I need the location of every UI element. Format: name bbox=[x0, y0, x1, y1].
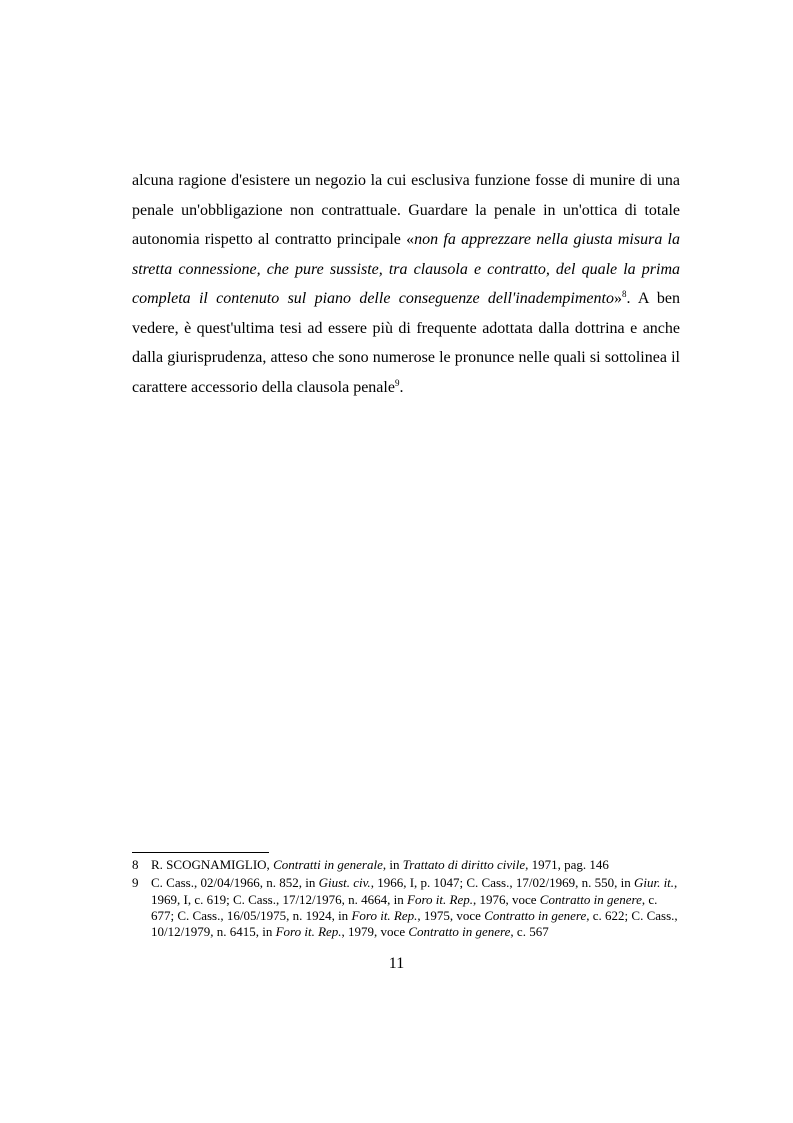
footnote-text: , 1969, I, c. 619; C. Cass., 17/12/1976, n. 4664, in bbox=[151, 875, 678, 907]
footnote-8 bbox=[132, 857, 680, 873]
footnote-number: 8 bbox=[132, 857, 139, 872]
footnote-reference-8[interactable]: 8 bbox=[621, 289, 627, 299]
footnote-italic-title: Giur. it. bbox=[633, 875, 675, 891]
body-text-run: . A ben vedere, è quest'ultima tesi ad essere più di frequente adottata dalla dottrina e anche dalla giurisprudenza, atteso che sono numerose le pronunce nelle quali si sottolinea il carattere accessorio della clausola penale bbox=[132, 290, 681, 396]
footnote-text: , 1971, pag. 146 bbox=[525, 857, 609, 872]
body-paragraph bbox=[132, 166, 680, 402]
closing-quote: » bbox=[613, 290, 622, 307]
footnote-text: C. Cass., 02/04/1966, n. 852, in bbox=[151, 875, 319, 891]
footnote-italic-title: Foro it. Rep. bbox=[407, 891, 473, 907]
footnote-italic-title: Contratto in genere bbox=[408, 924, 511, 940]
footnote-number: 9 bbox=[132, 875, 139, 891]
footnote-text: , c. 567 bbox=[510, 924, 549, 940]
footnote-text: c. 622; C. Cass., 10/12/1979, n. 6415, in bbox=[151, 907, 678, 940]
footnote-text: R. SCOGNAMIGLIO, bbox=[151, 857, 274, 872]
footnote-italic-title: Giust. civ. bbox=[318, 875, 371, 891]
quoted-italic-text: non fa apprezzare nella giusta misura la stretta connessione, che pure sussiste, tra clausola e contratto, del quale la prima completa il contenuto sul piano delle conseguenze dell'inadempimento bbox=[132, 231, 681, 307]
footnote-italic-title: Foro it. Rep. bbox=[275, 924, 342, 940]
footnotes-section bbox=[132, 857, 680, 942]
footnote-italic-title: Contratti in generale bbox=[273, 857, 383, 872]
body-text-run: alcuna ragione d'esistere un negozio la cui esclusiva funzione fosse di munire di una penale un'obbligazione non contrattuale. Guardare la penale in un'ottica di totale autonomia rispetto al contratto principale « bbox=[132, 172, 680, 248]
footnote-italic-title: Contratto in genere bbox=[539, 891, 642, 907]
footnote-italic-title: Trattato di diritto civile bbox=[402, 857, 526, 872]
body-text-run: . bbox=[399, 378, 404, 396]
footnote-reference-9[interactable]: 9 bbox=[394, 377, 400, 388]
footnote-text: , 1979, voce bbox=[341, 924, 409, 940]
footnote-separator bbox=[132, 852, 269, 853]
footnote-italic-title: Foro it. Rep. bbox=[351, 907, 418, 923]
footnote-text: , 1966, I, p. 1047; C. Cass., 17/02/1969, n. 550, in bbox=[370, 875, 634, 891]
footnote-text: , c. 677; C. Cass., 16/05/1975, n. 1924, in bbox=[151, 891, 658, 923]
page-number: 11 bbox=[388, 955, 405, 972]
footnote-9 bbox=[132, 875, 680, 940]
footnote-text: , 1975, voce bbox=[417, 907, 485, 923]
footnote-text: , in bbox=[382, 857, 403, 872]
footnote-italic-title: Contratto in genere, bbox=[484, 907, 590, 923]
footnote-text: , 1976, voce bbox=[472, 891, 540, 907]
